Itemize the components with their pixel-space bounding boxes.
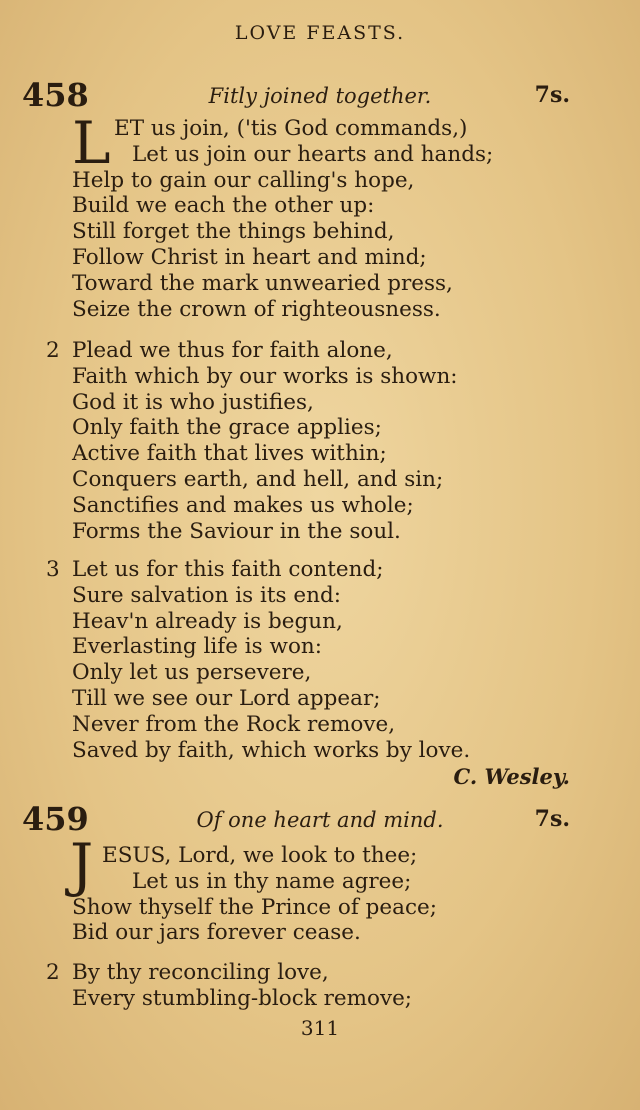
stanza-number: 3	[46, 557, 60, 582]
verse-line: Build we each the other up:	[72, 193, 375, 219]
stanza	[72, 109, 592, 322]
page-number: 311	[300, 1016, 340, 1040]
verse-line: Active faith that lives within;	[72, 441, 387, 467]
verse-line: Conquers earth, and hell, and sin;	[72, 466, 444, 492]
hymn-meter: 7s.	[534, 82, 570, 108]
verse-line: Still forget the things behind,	[72, 219, 395, 245]
drop-cap: L	[72, 109, 111, 177]
verse-line: Let us for this faith contend;	[72, 557, 384, 582]
running-head: LOVE FEASTS.	[234, 22, 406, 44]
verse-line: Plead we thus for faith alone,	[72, 338, 393, 363]
stanza-number: 2	[46, 338, 60, 363]
verse-line: ET us join, ('tis God commands,)	[114, 116, 468, 141]
verse-line: Only let us persevere,	[72, 660, 312, 686]
verse-line: By thy reconciling love,	[72, 960, 329, 985]
verse-line: Saved by faith, which works by love.	[72, 737, 471, 763]
verse-line: Only faith the grace applies;	[72, 415, 382, 441]
hymn-number: 458	[22, 76, 89, 114]
hymn-title: Of one heart and mind.	[196, 808, 444, 832]
verse-line: Toward the mark unwearied press,	[72, 270, 453, 296]
verse-line: Let us in thy name agree;	[132, 868, 412, 894]
stanza	[72, 843, 592, 946]
verse-line: Help to gain our calling's hope,	[72, 167, 415, 193]
verse-line: Show thyself the Prince of peace;	[72, 894, 437, 920]
verse-line: Faith which by our works is shown:	[72, 363, 458, 389]
verse-line: Forms the Saviour in the soul.	[72, 518, 401, 544]
hymn-title: Fitly joined together.	[208, 84, 432, 108]
verse-line: Sanctifies and makes us whole;	[72, 492, 414, 518]
verse-line: Never from the Rock remove,	[72, 711, 396, 737]
drop-cap: J	[70, 831, 94, 899]
verse-line: ESUS, Lord, we look to thee;	[102, 843, 418, 868]
hymn-meter: 7s.	[534, 806, 570, 832]
hymn-header	[0, 800, 640, 836]
verse-line: Follow Christ in heart and mind;	[72, 244, 427, 270]
verse-line: God it is who justifies,	[72, 389, 314, 415]
verse-line: Everlasting life is won:	[72, 634, 322, 660]
verse-line: Bid our jars forever cease.	[72, 920, 361, 946]
verse-line: Seize the crown of righteousness.	[72, 296, 441, 322]
verse-line: Let us join our hearts and hands;	[132, 141, 494, 167]
verse-line: Every stumbling-block remove;	[72, 985, 413, 1011]
hymn-number: 459	[22, 800, 89, 838]
stanza	[72, 960, 592, 1012]
verse-line: Sure salvation is its end:	[72, 582, 341, 608]
hymn-author: C. Wesley.	[453, 764, 570, 789]
stanza-number: 2	[46, 960, 60, 985]
stanza	[72, 338, 592, 544]
stanza	[72, 557, 592, 763]
hymn-header	[0, 76, 640, 112]
verse-line: Heav'n already is begun,	[72, 608, 343, 634]
verse-line: Till we see our Lord appear;	[72, 685, 381, 711]
